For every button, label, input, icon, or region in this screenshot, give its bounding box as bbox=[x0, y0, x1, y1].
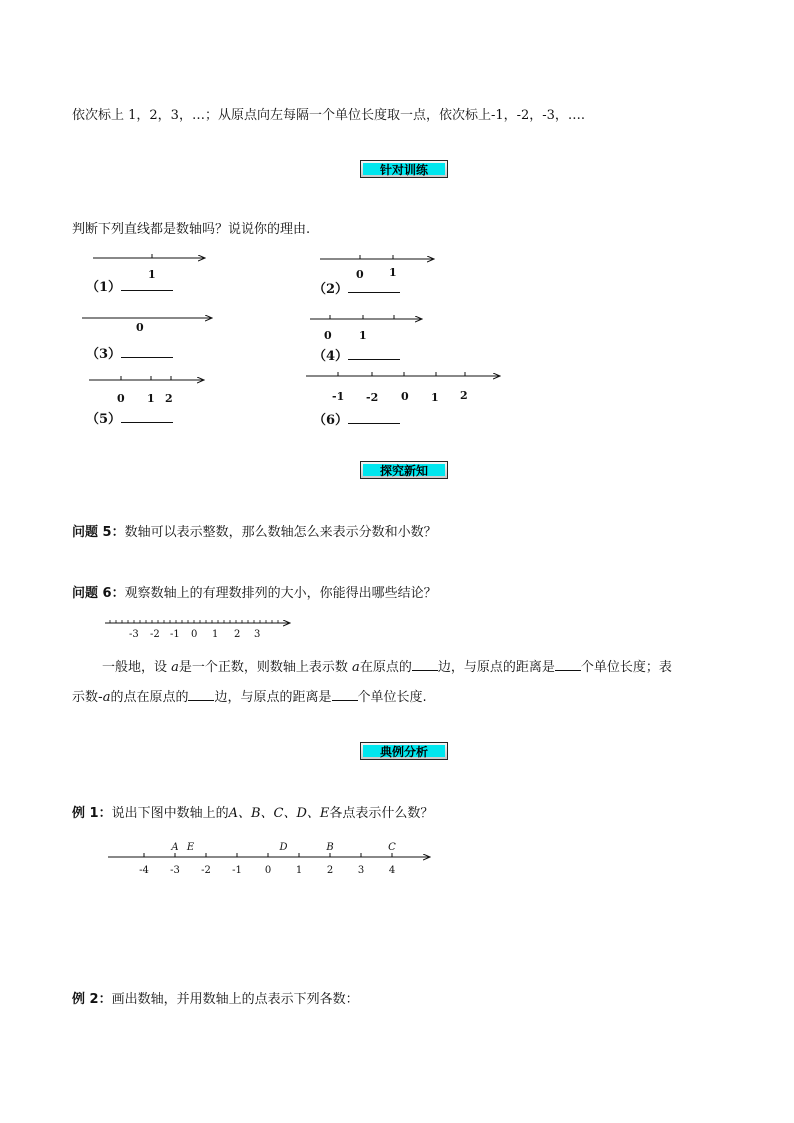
training-prompt: 判断下列直线都是数轴吗？说说你的理由. bbox=[72, 222, 311, 237]
example-2-label: 例 2： bbox=[72, 992, 112, 1007]
q6-tick-label-2: -1 bbox=[170, 629, 180, 640]
example-1-text-b: 各点表示什么数？ bbox=[329, 806, 434, 821]
ex1-tick-label-6: 2 bbox=[326, 865, 334, 876]
ex1-tick-label-0: -4 bbox=[139, 865, 149, 876]
ex1-ticks bbox=[139, 853, 395, 876]
example-2 bbox=[72, 988, 359, 1007]
example-2-text: 画出数轴，并用数轴上的点表示下列各数： bbox=[111, 992, 359, 1007]
para2-a: 示数- bbox=[72, 690, 103, 705]
para1-b: 是一个正数，则数轴上表示数 bbox=[178, 660, 353, 675]
para2-c: 边，与原点的距离是 bbox=[214, 690, 332, 705]
tick-label-5-1: 1 bbox=[147, 392, 155, 405]
ex1-point-b: B bbox=[326, 842, 334, 853]
heading-explore-label: 探究新知 bbox=[363, 464, 445, 476]
ex1-tick-label-5: 1 bbox=[295, 865, 303, 876]
q6-tick-label-1: -2 bbox=[150, 629, 160, 640]
tick-label-6-4: 2 bbox=[460, 389, 468, 402]
tick-label-4-0: 0 bbox=[324, 329, 332, 342]
ex1-tick-label-4: 0 bbox=[264, 865, 272, 876]
tick-label-5-2: 2 bbox=[165, 392, 173, 405]
q6-tick-label-5: 2 bbox=[234, 629, 241, 640]
ex1-tick-label-8: 4 bbox=[388, 865, 396, 876]
q6-tick-label-4: 1 bbox=[212, 629, 219, 640]
question-5-label: 问题 5： bbox=[72, 525, 125, 540]
item-1-label: （1） bbox=[86, 280, 122, 295]
para2-b: 的点在原点的 bbox=[110, 690, 189, 705]
tick-label-6-2: 0 bbox=[401, 390, 409, 403]
para1-a: 一般地，设 bbox=[102, 660, 172, 675]
heading-examples-label: 典例分析 bbox=[363, 745, 445, 757]
tick-label-2-1: 1 bbox=[389, 266, 397, 279]
tick-label-1-1: 1 bbox=[148, 268, 156, 281]
para1-d: 边，与原点的距离是 bbox=[437, 660, 555, 675]
example-1-text-a: 说出下图中数轴上的 bbox=[111, 806, 229, 821]
example-1-points: A、B、C、D、E bbox=[228, 806, 330, 821]
tick-label-2-0: 0 bbox=[356, 268, 364, 281]
para1-c: 在原点的 bbox=[359, 660, 412, 675]
heading-training-label: 针对训练 bbox=[363, 163, 445, 175]
item-4-label: （4） bbox=[313, 349, 349, 364]
ex1-tick-label-2: -2 bbox=[201, 865, 211, 876]
tick-label-6-0: -1 bbox=[332, 390, 345, 403]
para2-var: a bbox=[102, 690, 111, 705]
item-5-label: （5） bbox=[86, 412, 122, 427]
question-6-text: 观察数轴上的有理数排列的大小，你能得出哪些结论？ bbox=[124, 586, 437, 601]
para1-e: 个单位长度；表 bbox=[580, 660, 672, 675]
para2-d: 个单位长度. bbox=[357, 690, 427, 705]
ex1-point-a: A bbox=[171, 842, 179, 853]
example-1-label: 例 1： bbox=[72, 806, 112, 821]
ex1-point-d: D bbox=[279, 842, 288, 853]
tick-label-3-0: 0 bbox=[136, 321, 144, 334]
ex1-points bbox=[170, 842, 396, 853]
ex1-tick-label-7: 3 bbox=[357, 865, 365, 876]
ex1-point-e: E bbox=[186, 842, 195, 853]
ex1-tick-label-1: -3 bbox=[170, 865, 180, 876]
tick-label-6-1: -2 bbox=[366, 391, 379, 404]
q6-tick-label-3: 0 bbox=[191, 629, 198, 640]
para1-var: a bbox=[171, 660, 179, 675]
item-3-label: （3） bbox=[86, 347, 122, 362]
tick-label-4-1: 1 bbox=[359, 329, 367, 342]
item-2-label: （2） bbox=[313, 282, 349, 297]
q6-tick-label-6: 3 bbox=[254, 629, 261, 640]
question-5-text: 数轴可以表示整数，那么数轴怎么来表示分数和小数？ bbox=[124, 525, 437, 540]
intro-line: 依次标上 1，2，3，…；从原点向左每隔一个单位长度取一点，依次标上-1，-2，-3，…. bbox=[72, 108, 586, 123]
q6-tick-label-0: -3 bbox=[129, 629, 139, 640]
tick-label-5-0: 0 bbox=[117, 392, 125, 405]
ex1-point-c: C bbox=[388, 842, 396, 853]
ex1-tick-label-3: -1 bbox=[232, 865, 242, 876]
item-6-label: （6） bbox=[313, 413, 349, 428]
question-6-label: 问题 6： bbox=[72, 586, 125, 601]
para1-var2: a bbox=[352, 660, 360, 675]
tick-label-6-3: 1 bbox=[431, 391, 439, 404]
